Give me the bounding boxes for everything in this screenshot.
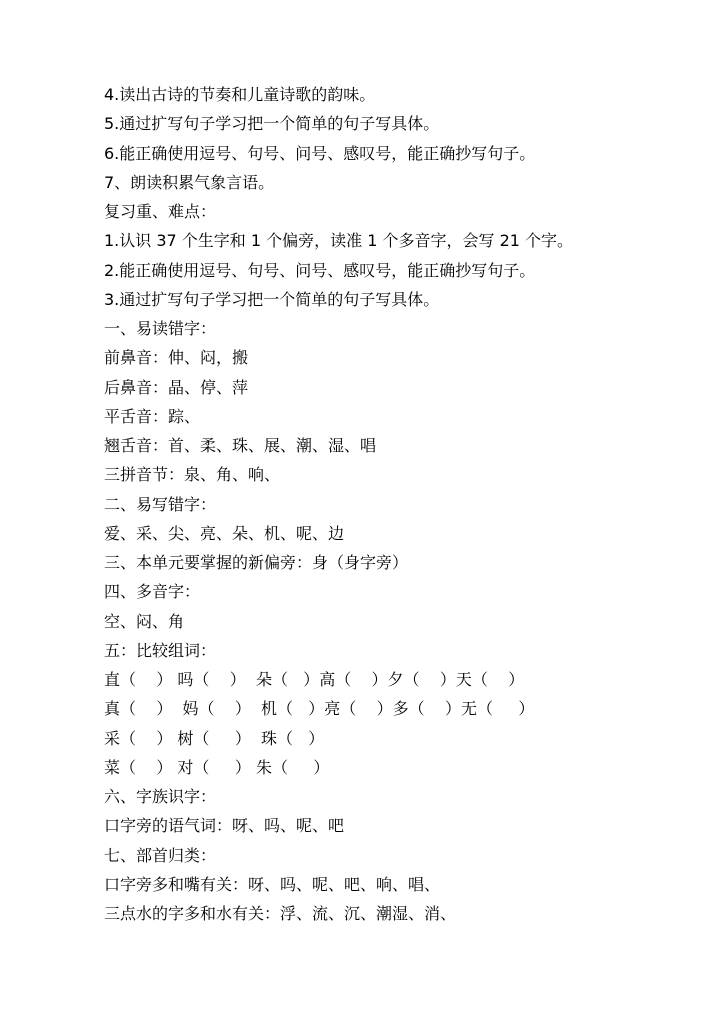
text-line: 口字旁多和嘴有关：呀、吗、呢、吧、响、唱、	[104, 874, 441, 894]
text-line: 1.认识 37 个生字和 1 个偏旁，读准 1 个多音字，会写 21 个字。	[104, 231, 574, 251]
text-line: 后鼻音：晶、停、萍	[104, 377, 249, 397]
text-line: 爱、采、尖、亮、朵、机、呢、边	[104, 523, 345, 543]
section-heading: 一、易读错字：	[104, 319, 217, 338]
text-line: 3.通过扩写句子学习把一个简单的句子写具体。	[104, 289, 440, 309]
word-group-row: 真（ ） 妈（ ） 机（ ）亮（ ）多（ ）无（ ）	[104, 699, 535, 719]
text-line: 4.读出古诗的节奏和儿童诗歌的韵味。	[104, 85, 376, 104]
section-heading: 三、本单元要掌握的新偏旁：身（身字旁）	[104, 553, 409, 572]
text-line: 翘舌音：首、柔、珠、展、潮、湿、唱	[104, 436, 377, 455]
document-body	[104, 80, 704, 928]
text-line: 5.通过扩写句子学习把一个简单的句子写具体。	[104, 114, 440, 134]
text-line: 前鼻音：伸、闷，搬	[104, 348, 249, 368]
word-group-row: 采（ ） 树（ ） 珠（ ）	[104, 728, 325, 748]
section-heading: 四、多音字：	[104, 582, 201, 602]
section-heading: 二、易写错字：	[104, 494, 217, 514]
section-heading: 七、部首归类：	[104, 845, 217, 865]
text-line: 2.能正确使用逗号、句号、问号、感叹号，能正确抄写句子。	[104, 260, 536, 280]
text-line: 6.能正确使用逗号、句号、问号、感叹号，能正确抄写句子。	[104, 143, 536, 163]
text-line: 三点水的字多和水有关：浮、流、沉、潮湿、消、	[104, 904, 457, 923]
word-group-row: 直（ ） 吗（ ） 朵（ ）高（ ）夕（ ）天（ ）	[104, 670, 525, 689]
text-line: 平舌音：踪、	[104, 406, 201, 426]
text-line: 三拼音节：泉、角、响、	[104, 465, 281, 485]
text-line: 空、闷、角	[104, 611, 185, 631]
word-group-row: 菜（ ） 对（ ） 朱（ ）	[104, 757, 330, 777]
section-heading: 复习重、难点：	[104, 202, 217, 221]
text-line: 7、朗读积累气象言语。	[104, 172, 275, 192]
section-heading: 六、字族识字：	[104, 787, 217, 806]
text-line: 口字旁的语气词：呀、吗、呢、吧	[104, 816, 345, 836]
section-heading: 五：比较组词：	[104, 640, 217, 660]
